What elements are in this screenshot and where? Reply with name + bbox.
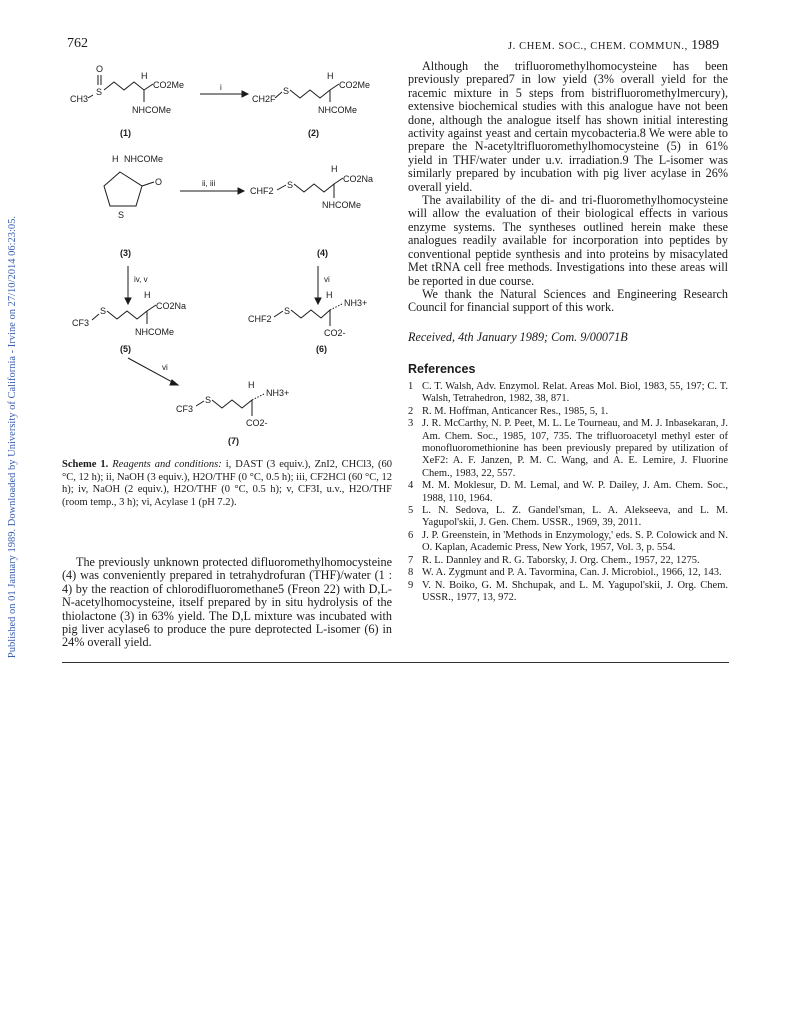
atom-label: NH3+ [344,298,368,308]
reference-item [408,567,728,579]
references-list [408,381,728,604]
atom-label: S [118,210,125,220]
atom-label: H [331,164,338,174]
reference-number: 1 [408,381,414,392]
received-line: Received, 4th January 1989; Com. 9/00071B [408,330,628,344]
right-column-body [408,60,728,315]
body-paragraph: Although the trifluoromethylhomocysteine has been previously prepared7 in low yield (3% overall yield for the racemic mixture in 5 steps from bistrifluoromethylmercury), extensive biochemical studies with this analogue have not been done, although the analogue itself has shown initial interesting activity against yeast and certain mycobacteria.8 We were able to prepare the N-acetyltrifluoromethylhomocysteine (5) in 61% yield in THF/water under u.v. irradiation.9 The L-isomer was similarly prepared by incubation with pig liver acylase in 26% overall yield. [408,59,728,194]
atom-label: CHF2 [248,314,272,324]
arrowhead [238,188,244,194]
left-column-body [62,556,392,650]
reference-text: R. L. Dannley and R. G. Taborsky, J. Org. Chem., 1957, 22, 1275. [422,554,700,566]
atom-label: CO2Me [339,80,371,90]
compound-6-structure [248,290,367,338]
compound-3-structure [104,154,163,220]
compound-1-structure [70,64,184,115]
reference-text: J. P. Greenstein, in 'Methods in Enzymology,' eds. S. P. Colowick and N. O. Kaplan, Academic Press, New York, 1957, Vol. 3, p. 554. [422,529,728,554]
reference-text: L. N. Sedova, L. Z. Gandel'sman, L. A. Alekseeva, and L. M. Yagupol'skii, J. Gen. Chem. USSR., 1969, 39, 2011. [422,505,728,529]
body-paragraph: We thank the Natural Sciences and Engineering Research Council for financial support of this work. [408,286,728,315]
reference-number: 3 [408,418,414,430]
atom-label: H [248,380,255,390]
compound-label-4: (4) [317,248,328,258]
page-number: 762 [67,36,88,51]
atom-label: S [287,180,294,190]
compound-label-3: (3) [120,248,131,258]
references-heading: References [408,362,476,376]
atom-label: NHCOMe [318,105,358,115]
scheme-caption [62,459,392,509]
reference-text: R. M. Hoffman, Anticancer Res., 1985, 5, 1. [422,405,609,417]
atom-label: CO2- [324,328,346,338]
reference-item [408,530,728,555]
atom-label: O [96,64,104,74]
caption-label: Scheme 1. [62,459,109,470]
atom-label: CO2- [246,418,268,428]
reagent-label: i [220,83,222,92]
atom-label: S [205,395,212,405]
reference-text: C. T. Walsh, Adv. Enzymol. Relat. Areas Mol. Biol, 1983, 55, 197; C. T. Walsh, Tetrahedron, 1982, 38, 871. [422,381,728,405]
arrowhead [242,91,248,97]
journal-header [508,38,719,54]
reagent-label: vi [162,363,168,372]
reference-item [408,381,728,406]
arrowhead [170,380,178,385]
reference-text: W. A. Zygmunt and P. A. Tavormina, Can. J. Microbiol., 1966, 12, 143. [422,567,722,579]
reference-item [408,418,728,480]
compound-label-2: (2) [308,128,319,138]
atom-label: H [327,71,334,81]
atom-label: CF3 [72,318,90,328]
atom-label: S [96,87,103,97]
download-watermark: Published on 01 January 1989. Downloaded by University of California - Irvine on 27/10/2014 06:23:05. [7,215,18,659]
compound-4-structure [250,164,373,210]
reagent-label: ii, iii [202,179,216,188]
reagent-label: iv, v [134,275,148,284]
atom-label: H [141,71,148,81]
reference-number: 6 [408,529,414,541]
atom-label: NH3+ [266,388,290,398]
reference-number: 4 [408,480,414,492]
reaction-scheme [62,58,390,456]
atom-label: H [144,290,151,300]
atom-label: CH2F [252,94,276,104]
reference-text: J. R. McCarthy, N. P. Peet, M. L. Le Tourneau, and M. J. Inbasekaran, J. Am. Chem. Soc., 1985, 107, 735. The trifluoroacetyl methyl ester of monofluoromethionine has been previously prepared by utilization of XeF2: A. F. Janzen, P. M. C. Wang, and A. E. Lemire, J. Fluorine Chem., 1983, 22, 557. [422,418,728,479]
reagent-label: vi [324,275,330,284]
atom-label: O [155,177,163,187]
page-divider [62,662,729,663]
atom-label: H [112,154,119,164]
reference-number: 9 [408,579,414,591]
atom-label: CHF2 [250,186,274,196]
journal-name: J. CHEM. SOC., CHEM. COMMUN., [508,41,688,52]
reference-item [408,555,728,567]
atom-label: S [284,306,291,316]
atom-label: NHCOMe [124,154,164,164]
atom-label: S [100,306,107,316]
arrowhead [125,298,131,304]
reference-number: 5 [408,505,414,517]
reference-number: 2 [408,405,414,417]
atom-label: NHCOMe [135,327,175,337]
atom-label: H [326,290,333,300]
atom-label: CO2Me [153,80,185,90]
atom-label: NHCOMe [322,200,362,210]
reference-text: M. M. Moklesur, D. M. Lemal, and W. P. Dailey, J. Am. Chem. Soc., 1988, 110, 1964. [422,480,728,504]
compound-label-6: (6) [316,344,327,354]
caption-text: i, DAST (3 equiv.), ZnI2, CHCl3, (60 °C, 12 h); ii, NaOH (3 equiv.), H2O/THF (0 °C, 0.5 h); iii, CF2HCl (60 °C, 12 h); iv, NaOH (2 equiv.), H2O/THF (0 °C, 0.5 h); v, CF3I, u.v., H2O/THF (room temp., 3 h); vi, Acylase 1 (pH 7.2). [62,459,393,508]
compound-5-structure [72,290,186,337]
reference-item [408,505,728,530]
compound-label-5: (5) [120,344,131,354]
compound-label-7: (7) [228,436,239,446]
caption-title: Reagents and conditions: [112,459,222,470]
body-paragraph: The previously unknown protected difluoromethylhomocysteine (4) was conveniently prepared in tetrahydrofuran (THF)/water (1 : 4) by the reaction of chlorodifluoromethane5 (Freon 22) with D,L-N-acetylhomocysteine, itself prepared by in situ hydrolysis of the thiolactone (3) in 63% yield. The D,L mixture was incubated with pig liver acylase6 to produce the pure deprotected L-isomer (6) in 24% overall yield. [62,555,392,650]
reference-number: 8 [408,567,414,579]
reference-number: 7 [408,554,414,566]
body-paragraph: The availability of the di- and tri-fluoromethylhomocysteine will allow the evaluation of their biological effects in various enzyme systems. The syntheses outlined herein make these analogues readily available for incorporation into peptides by conventional peptide synthesis and into proteins by misacylated Met tRNA cell free methods. Investigations into these areas will be reported in due course. [408,193,728,288]
reference-item [408,480,728,505]
compound-label-1: (1) [120,128,131,138]
reference-text: V. N. Boiko, G. M. Shchupak, and L. M. Yagupol'skii, J. Org. Chem. USSR., 1977, 13, 972. [422,579,728,603]
arrowhead [315,298,321,304]
reference-item [408,406,728,418]
atom-label: S [283,86,290,96]
atom-label: CF3 [176,404,194,414]
atom-label: CO2Na [156,301,187,311]
atom-label: NHCOMe [132,105,172,115]
atom-label: CO2Na [343,174,374,184]
compound-7-structure [176,380,289,428]
compound-2-structure [252,71,370,115]
atom-label: CH3 [70,94,89,104]
reference-item [408,580,728,605]
journal-year: 1989 [691,38,720,53]
